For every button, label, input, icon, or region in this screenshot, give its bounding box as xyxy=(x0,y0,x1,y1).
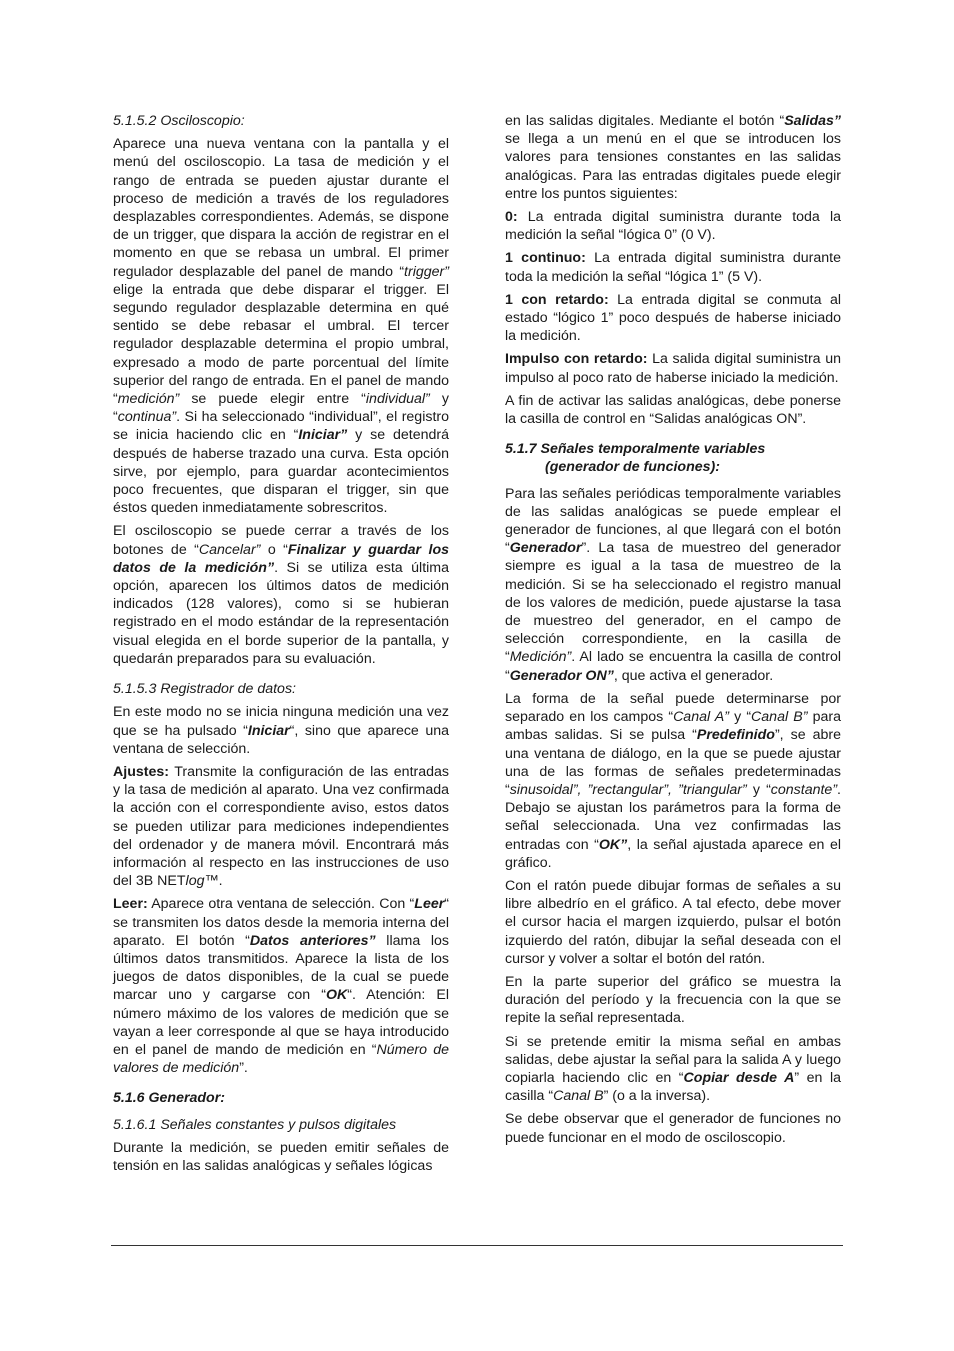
footer-rule xyxy=(111,1245,843,1246)
paragraph: 1 con retardo: La entrada digital se conmuta al estado “lógico 1” poco después de haberse iniciado la medición. xyxy=(505,291,841,345)
paragraph: Para las señales periódicas temporalmente variables de las salidas analógicas se puede emplear el generador de funciones, al que llegará con el botón “Generador”. La tasa de muestreo del generador siempre es igual a la tasa de muestreo de la medición. Si se ha seleccionado el registro manual de los valores de medición, puede ajustarse la tasa de muestreo del generador, en el campo de selección correspondiente, en la casilla de “Medición”. Al lado se encuentra la casilla de control “Generador ON”, que activa el generador. xyxy=(505,485,841,684)
subsection-heading-data-logger: 5.1.5.3 Registrador de datos: xyxy=(113,681,296,698)
paragraph: Con el ratón puede dibujar formas de señales a su libre albedrío en el gráfico. A tal efecto, debe mover el cursor hacia el margen izquierdo, pulsar el botón izquierdo del ratón, dibujar la señal deseada con el cursor y volver a soltar el botón del ratón. xyxy=(505,877,841,967)
paragraph: Aparece una nueva ventana con la pantalla y el menú del osciloscopio. La tasa de medición y el rango de entrada se pueden ajustar durante el proceso de medición a través de los reguladores desplazables correspondientes. Además, se dispone de un trigger, que dispara la acción de registrar en el momento en que se rebasa un umbral. El primer regulador desplazable del panel de mando “trigger” elige la entrada que debe disparar el trigger. El segundo regulador desplazable determina en qué sentido se debe rebasar el umbral. El tercer regulador desplazable determina el propio umbral, expresado a modo de parte porcentual del límite superior del rango de entrada. En el panel de mando “medición” se puede elegir entre “individual” y “continua”. Si ha seleccionado “individual”, el registro se inicia haciendo clic en “Iniciar” y se detendrá después de haberse trazado una curva. Esta opción sirve, por ejemplo, para guardar acontecimientos poco frecuentes, que disparan el trigger, sin que éstos queden inmediatamente sobrescritos. xyxy=(113,136,450,517)
paragraph: En la parte superior del gráfico se muestra la duración del período y la frecuencia con la que se repite la señal representada. xyxy=(505,973,841,1027)
paragraph: Leer: Aparece otra ventana de selección. Con “Leer“ se transmiten los datos desde la memoria interna del aparato. El botón “Datos anteriores” llama los últimos datos transmitidos. Aparece la lista de los juegos de datos disponibles, de la cual se puede marcar uno y cargarse con “OK“. Atención: El número máximo de los valores de medición que se vayan a leer corresponde al que se haya introducido en el panel de mando de medición en “Número de valores de medición”. xyxy=(113,896,450,1077)
paragraph: Durante la medición, se pueden emitir señales de tensión en las salidas analógicas y señales lógicas xyxy=(113,1139,449,1174)
paragraph: en las salidas digitales. Mediante el botón “Salidas” se llega a un menú en el que se introducen los valores para tensiones constantes en las salidas analógicas. Para las entradas digitales puede elegir entre los puntos siguientes: xyxy=(505,113,841,202)
section-heading-function-generator: 5.1.7 Señales temporalmente variables (generador de funciones): xyxy=(505,441,766,476)
paragraph: Se debe observar que el generador de funciones no puede funcionar en el modo de osciloscopio. xyxy=(505,1111,841,1146)
subsection-heading-constant-signals: 5.1.6.1 Señales constantes y pulsos digitales xyxy=(113,1116,397,1133)
paragraph: Ajustes: Transmite la configuración de las entradas y la tasa de medición al aparato. Una vez confirmada la acción con el correspondiente aviso, estos datos se pueden utilizar para mediciones independientes del ordenador y de manera móvil. Encontrará más información al respecto en las instrucciones de uso del 3B NETlog™. xyxy=(113,763,449,890)
paragraph: La forma de la señal puede determinarse por separado en los campos “Canal A” y “Canal B” para ambas salidas. Si se pulsa “Predefinido”, se abre una ventana de diálogo, en la que se puede ajustar una de las formas de señales predeterminadas “sinusoidal”, ”rectangular”, ”triangular” y “constante”. Debajo se ajustan los parámetros para la forma de señal seleccionada. Una vez confirmadas las entradas con “OK”, la señal ajustada aparece en el gráfico. xyxy=(505,690,841,871)
paragraph: El osciloscopio se puede cerrar a través de los botones de “Cancelar” o “Finalizar y guardar los datos de la medición”. Si se utiliza esta última opción, aparecen los últimos datos de medición indicados (128 valores), como si se hubieran registrado en el modo estándar de la representación visual elegida en el borde superior de la pantalla, y quedarán preparados para su evaluación. xyxy=(113,523,449,667)
paragraph: 0: La entrada digital suministra durante toda la medición la señal “lógica 0” (0 V). xyxy=(505,209,841,244)
section-heading-generator: 5.1.6 Generador: xyxy=(113,1090,225,1107)
paragraph: A fin de activar las salidas analógicas, debe ponerse la casilla de control en “Salidas analógicas ON”. xyxy=(505,392,841,428)
paragraph: Impulso con retardo: La salida digital suministra un impulso al poco rato de haberse iniciado la medición. xyxy=(505,351,841,386)
left-column xyxy=(113,112,449,1180)
paragraph: 1 continuo: La entrada digital suministra durante toda la medición la señal “lógica 1” (5 V). xyxy=(505,250,841,285)
right-column xyxy=(505,112,841,1152)
paragraph: Si se pretende emitir la misma señal en ambas salidas, debe ajustar la señal para la salida A y luego copiarla haciendo clic en “Copiar desde A” en la casilla “Canal B” (o a la inversa). xyxy=(505,1033,841,1105)
paragraph: En este modo no se inicia ninguna medición una vez que se ha pulsado “Iniciar“, sino que aparece una ventana de selección. xyxy=(113,704,449,757)
subsection-heading-oscilloscope: 5.1.5.2 Osciloscopio: xyxy=(113,113,245,129)
